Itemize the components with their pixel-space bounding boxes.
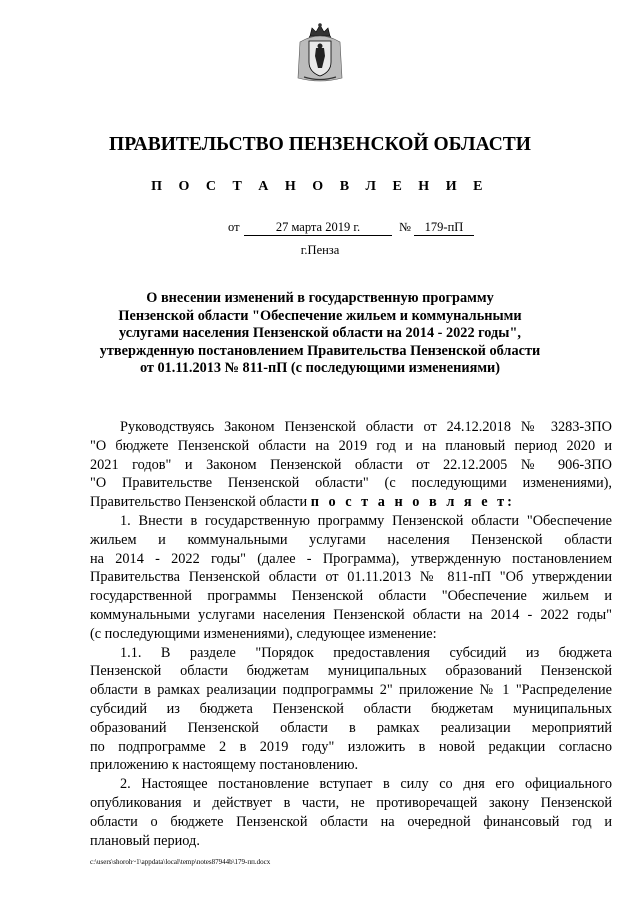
body-line-text: плановый период. — [90, 832, 200, 849]
body-line — [90, 474, 612, 493]
body-line — [90, 550, 612, 569]
coat-of-arms-icon — [294, 22, 346, 84]
body-line-text: жильем и коммунальными услугами населения Пензенской области — [90, 531, 612, 548]
title-line: Пензенской области "Обеспечение жильем и коммунальными — [118, 307, 522, 324]
file-path: c:\users\shoroh~1\appdata\local\temp\notes87944b\179-пп.docx — [90, 858, 271, 866]
body-line — [90, 531, 612, 550]
number-prefix: № — [399, 220, 411, 234]
body-line — [90, 587, 612, 606]
body-line-text: Правительства Пензенской области от 01.11.2013 № 811-пП "Об утверждении — [90, 569, 612, 586]
body-line-text: 1. Внести в государственную программу Пензенской области "Обеспечение — [120, 512, 612, 529]
body-line — [90, 512, 612, 531]
body-line — [90, 775, 612, 794]
body-line — [90, 756, 612, 775]
body-line — [90, 700, 612, 719]
body-line-text: Пензенской области бюджетам муниципальных образований Пензенской — [90, 663, 612, 680]
body-line-text: 2. Настоящее постановление вступает в силу со дня его официального — [120, 776, 612, 793]
body-line-text: 1.1. В разделе "Порядок предоставления субсидий из бюджета — [120, 644, 612, 661]
document-body — [90, 418, 612, 850]
document-type: П О С Т А Н О В Л Е Н И Е — [151, 179, 489, 194]
body-line — [90, 719, 612, 738]
body-line — [90, 606, 612, 625]
body-line — [90, 493, 612, 512]
body-line-text: субсидий из бюджета Пензенской области бюджетам муниципальных — [90, 700, 612, 717]
body-line-text: "О Правительстве Пензенской области" (с последующими изменениями), — [90, 475, 612, 492]
body-line-text: области в рамках реализации подпрограммы 2" приложение № 1 "Распределение — [90, 682, 612, 699]
body-line — [90, 832, 612, 851]
date-prefix: от — [228, 220, 240, 234]
title-line: О внесении изменений в государственную программу — [146, 290, 494, 306]
body-line — [90, 437, 612, 456]
body-line — [90, 813, 612, 832]
body-line — [90, 418, 612, 437]
body-line-text: коммунальными услугами населения Пензенской области на 2014 - 2022 годы" — [90, 606, 612, 623]
title-line: утвержденную постановлением Правительства Пензенской области — [99, 342, 541, 359]
body-line-text: на 2014 - 2022 годы" (далее - Программа), утвержденную постановлением — [90, 550, 612, 567]
resolves-word: п о с т а н о в л я е т: — [310, 494, 515, 511]
city: г.Пенза — [300, 243, 340, 257]
body-line — [90, 662, 612, 681]
body-line-text: Правительство Пензенской области — [90, 494, 308, 511]
body-line — [90, 456, 612, 475]
body-line-text: "О бюджете Пензенской области на 2019 год и на плановый период 2020 и — [90, 437, 612, 454]
body-line — [90, 644, 612, 663]
body-line-text: 2021 годов" и Законом Пензенской области от 22.12.2005 № 906-ЗПО — [90, 456, 612, 473]
body-line — [90, 794, 612, 813]
title-line: услугами населения Пензенской области на 2014 - 2022 годы", — [119, 325, 521, 342]
body-line-text: по подпрограмме 2 в 2019 году" изложить в новой редакции согласно — [90, 738, 612, 755]
decree-date: 27 марта 2019 г. — [244, 220, 392, 236]
decree-number: 179-пП — [414, 220, 474, 236]
body-line-text: Руководствуясь Законом Пензенской области от 24.12.2018 № 3283-ЗПО — [120, 419, 612, 435]
body-line-text: образований Пензенской области в рамках реализации мероприятий — [90, 719, 612, 736]
document-title — [90, 290, 550, 378]
body-line-text: (с последующими изменениями), следующее изменение: — [90, 625, 437, 642]
government-name: ПРАВИТЕЛЬСТВО ПЕНЗЕНСКОЙ ОБЛАСТИ — [109, 134, 531, 155]
body-line-text: государственной программы Пензенской области "Обеспечение жильем и — [90, 588, 612, 605]
title-line: от 01.11.2013 № 811-пП (с последующими изменениями) — [139, 360, 501, 377]
date-number-line — [0, 220, 640, 238]
body-line — [90, 738, 612, 757]
body-line — [90, 625, 612, 644]
body-line-text: опубликования и действует в части, не противоречащей закону Пензенской — [90, 794, 612, 811]
body-line-text: области о бюджете Пензенской области на очередной финансовый год и — [90, 813, 612, 830]
body-line — [90, 681, 612, 700]
body-line-text: приложению к настоящему постановлению. — [90, 757, 359, 774]
body-line — [90, 568, 612, 587]
